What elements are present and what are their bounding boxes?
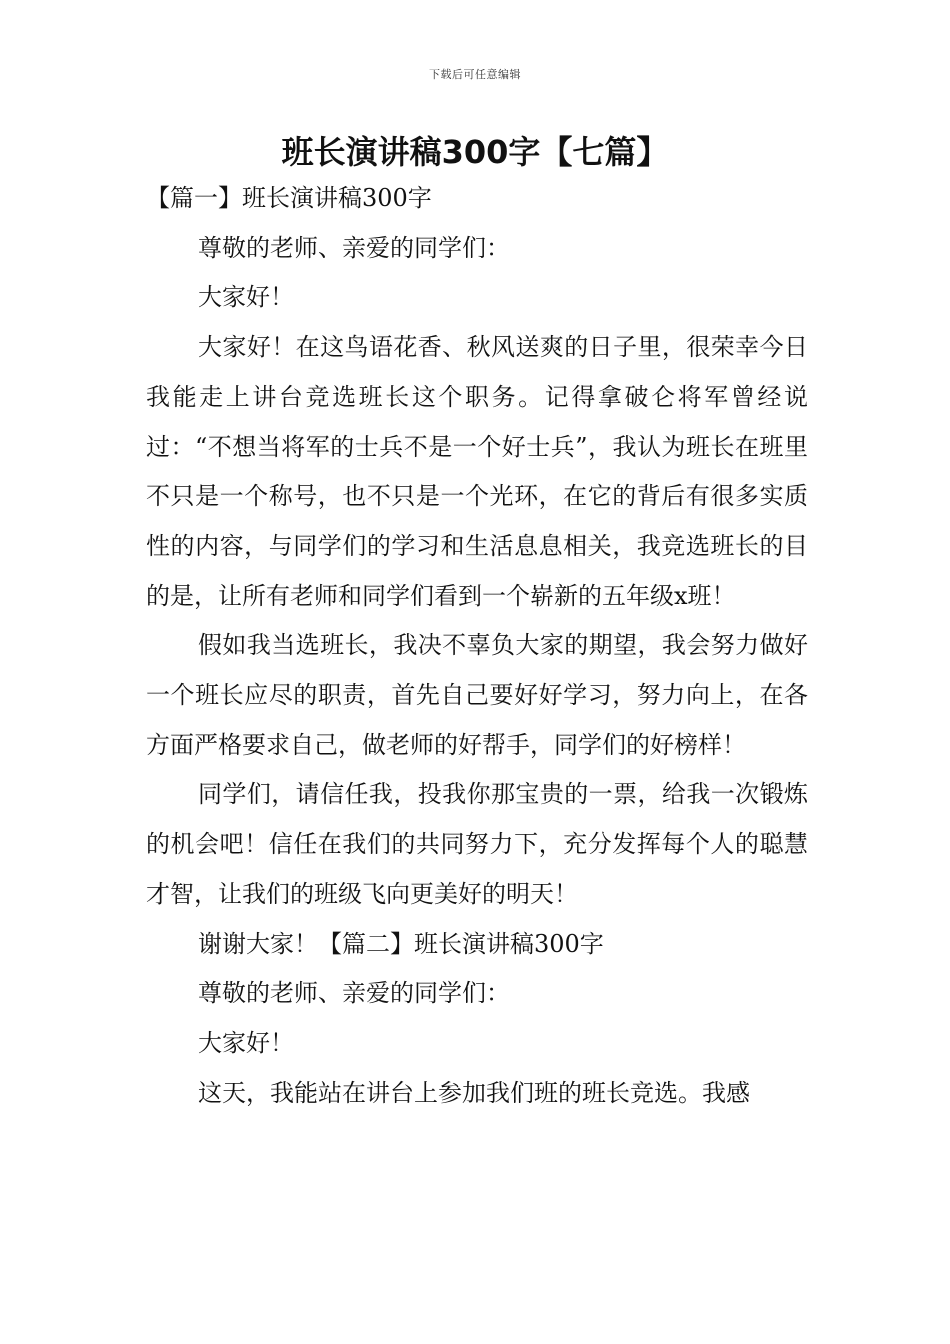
paragraph: 同学们，请信任我，投我你那宝贵的一票，给我一次锻炼的机会吧！信任在我们的共同努力下，充分发挥每个人的聪慧才智，让我们的班级飞向更美好的明天！ (146, 780, 808, 908)
paragraph: 假如我当选班长，我决不辜负大家的期望，我会努力做好一个班长应尽的职责，首先自己要好好学习，努力向上，在各方面严格要求自己，做老师的好帮手，同学们的好榜样！ (146, 631, 808, 759)
paragraph: 【篇一】班长演讲稿300字 (146, 184, 432, 212)
paragraph: 大家好！ (198, 1028, 294, 1057)
paragraph: 大家好！ (198, 283, 294, 312)
page-header-note: 下载后可任意编辑 (429, 68, 521, 81)
paragraph: 这天，我能站在讲台上参加我们班的班长竞选。我感 (198, 1078, 750, 1107)
document-body (146, 174, 808, 1118)
paragraph: 尊敬的老师、亲爱的同学们： (198, 979, 510, 1008)
document-title: 班长演讲稿300字【七篇】 (281, 133, 669, 171)
paragraph: 大家好！在这鸟语花香、秋风送爽的日子里，很荣幸今日我能走上讲台竞选班长这个职务。记得拿破仑将军曾经说过：“不想当将军的士兵不是一个好士兵”，我认为班长在班里不只是一个称号，也不只是一个光环，在它的背后有很多实质性的内容，与同学们的学习和生活息息相关，我竞选班长的目的是，让所有老师和同学们看到一个崭新的五年级x班！ (146, 333, 808, 610)
paragraph: 尊敬的老师、亲爱的同学们： (198, 233, 510, 262)
paragraph: 谢谢大家！【篇二】班长演讲稿300字 (198, 929, 604, 958)
